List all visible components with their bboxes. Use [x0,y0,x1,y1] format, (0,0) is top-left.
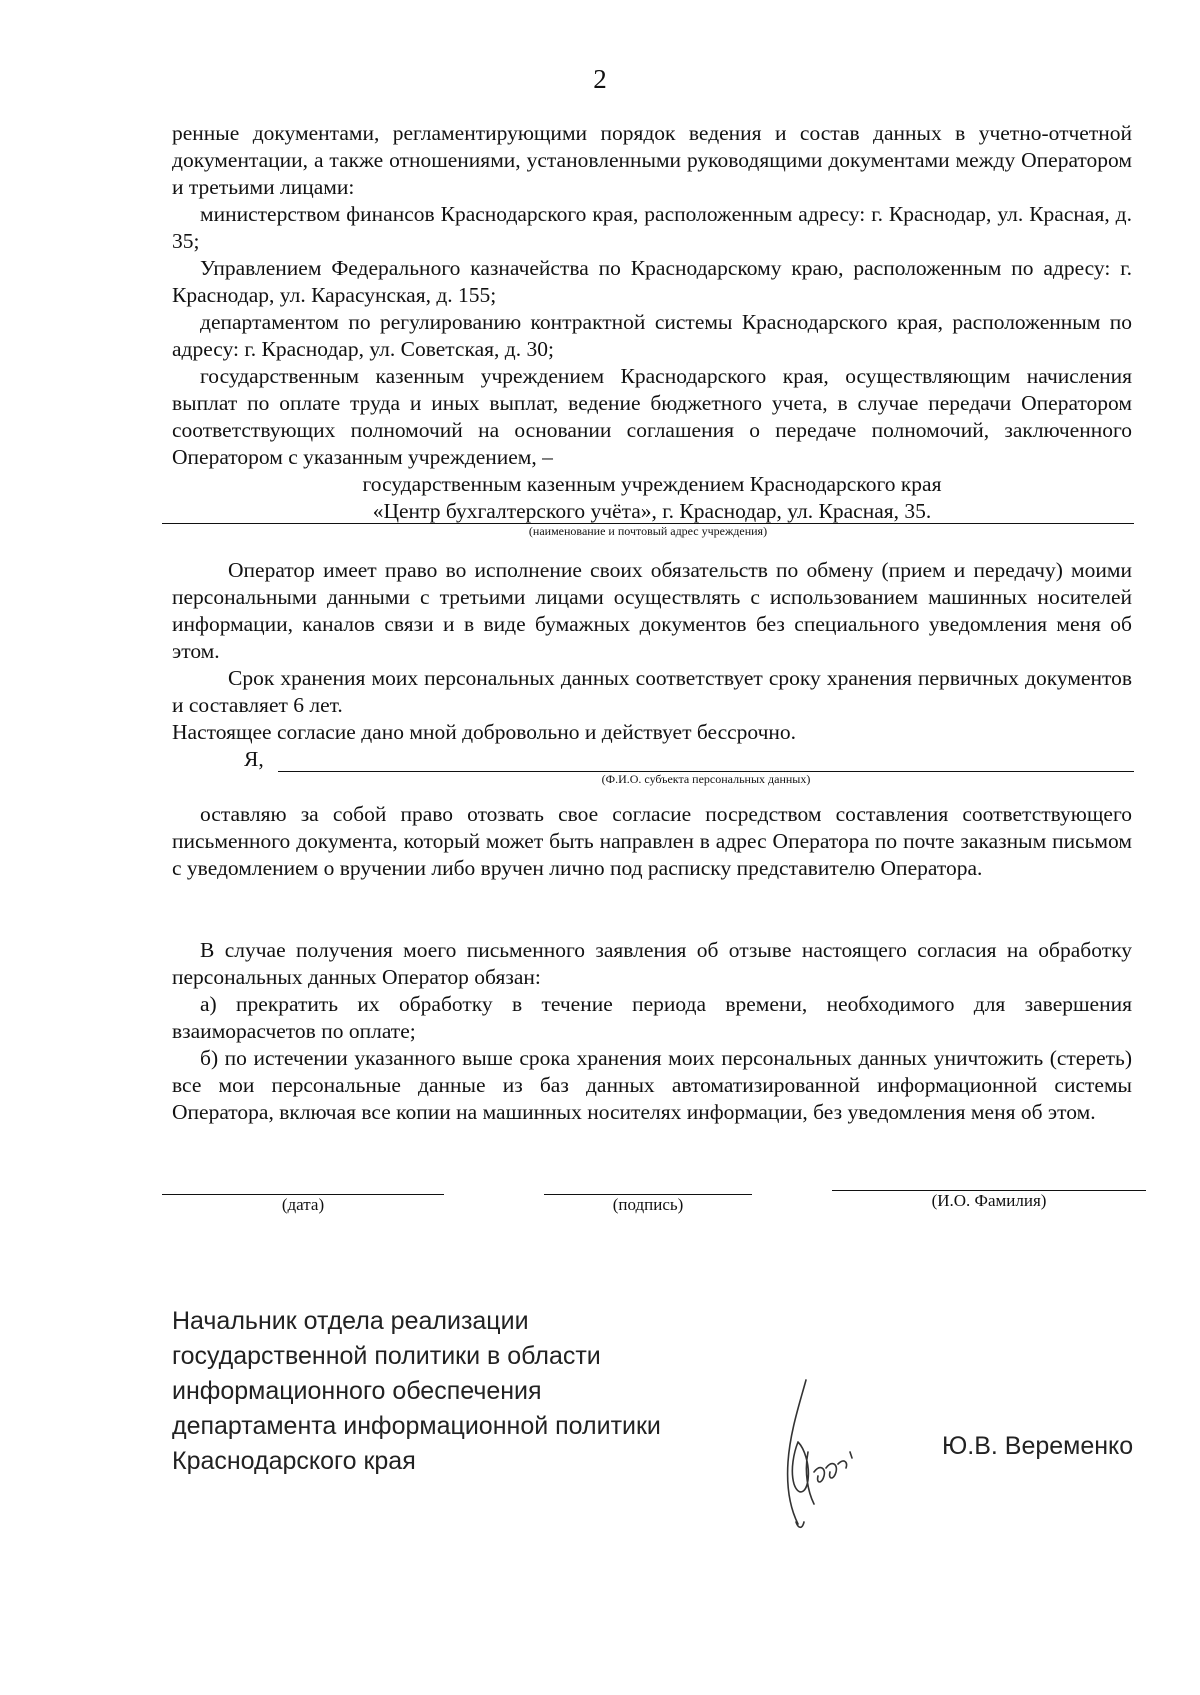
paragraph-withdrawal: В случае получения моего письменного заявления об отзыве настоящего согласия на обработку персональных данных Оператор обязан: [172,938,1132,989]
signer-title-line: информационного обеспечения [172,1377,542,1405]
subject-caption: (Ф.И.О. субъекта персональных данных) [601,772,811,786]
page-number: 2 [593,64,607,94]
full-name-caption: (И.О. Фамилия) [931,1191,1047,1210]
paragraph-treasury: Управлением Федерального казначейства по Краснодарскому краю, расположенным по адресу: г. Краснодар, ул. Карасунская, д. 155; [172,256,1132,307]
handwritten-signature [768,1372,868,1532]
paragraph-intro: ренные документами, регламентирующими порядок ведения и состав данных в учетно-отчетной документации, а также отношениями, установленными руководящими документами между Оператором и третьими лицами: [172,121,1132,199]
institution-caption: (наименование и почтовый адрес учреждения) [528,524,768,538]
institution-line-1: государственным казенным учреждением Краснодарского края [362,472,942,496]
signer-name: Ю.В. Веременко [942,1432,1134,1460]
signer-title-line: государственной политики в области [172,1342,601,1370]
signature-caption: (подпись) [612,1195,684,1214]
date-caption: (дата) [281,1195,325,1214]
paragraph-exchange: Оператор имеет право во исполнение своих обязательств по обмену (прием и передачу) моими персональными данными с третьими лицами осуществлять с использованием машинных носителей информации, каналов связи и в виде бумажных документов без специального уведомления меня об этом. [172,558,1132,663]
paragraph-revoke: оставляю за собой право отозвать свое согласие посредством составления соответствующего письменного документа, который может быть направлен в адрес Оператора по почте заказным письмом с уведомлением о вручении либо вручен лично под расписку представителю Оператора. [172,802,1132,880]
paragraph-state-institution: государственным казенным учреждением Краснодарского края, осуществляющим начисления выплат по оплате труда и иных выплат, ведение бюджетного учета, в случае передачи Оператором соответствующих полномочий на основании соглашения о передаче полномочий, заключенного Оператором с указанным учреждением, – [172,364,1132,469]
paragraph-retention: Срок хранения моих персональных данных соответствует сроку хранения первичных документов и составляет 6 лет. [172,666,1132,717]
subject-prefix: Я, [244,747,264,771]
paragraph-item-b: б) по истечении указанного выше срока хранения моих персональных данных уничтожить (стереть) все мои персональные данные из баз данных автоматизированной информационной системы Оператора, включая все копии на машинных носителях информации, без уведомления меня об этом. [172,1046,1132,1124]
signer-title-line: Начальник отдела реализации [172,1307,529,1335]
paragraph-item-a: а) прекратить их обработку в течение периода времени, необходимого для завершения взаиморасчетов по оплате; [172,992,1132,1043]
paragraph-consent: Настоящее согласие дано мной добровольно и действует бессрочно. [172,720,797,744]
institution-line-2: «Центр бухгалтерского учёта», г. Краснодар, ул. Красная, 35. [372,499,932,523]
signer-title-line: департамента информационной политики [172,1412,661,1440]
signer-title [172,1304,661,1479]
signer-title-line: Краснодарского края [172,1447,416,1475]
paragraph-contract-dept: департаментом по регулированию контрактной системы Краснодарского края, расположенным по адресу: г. Краснодар, ул. Советская, д. 30; [172,310,1132,361]
paragraph-minfin: министерством финансов Краснодарского края, расположенным адресу: г. Краснодар, ул. Красная, д. 35; [172,202,1132,253]
